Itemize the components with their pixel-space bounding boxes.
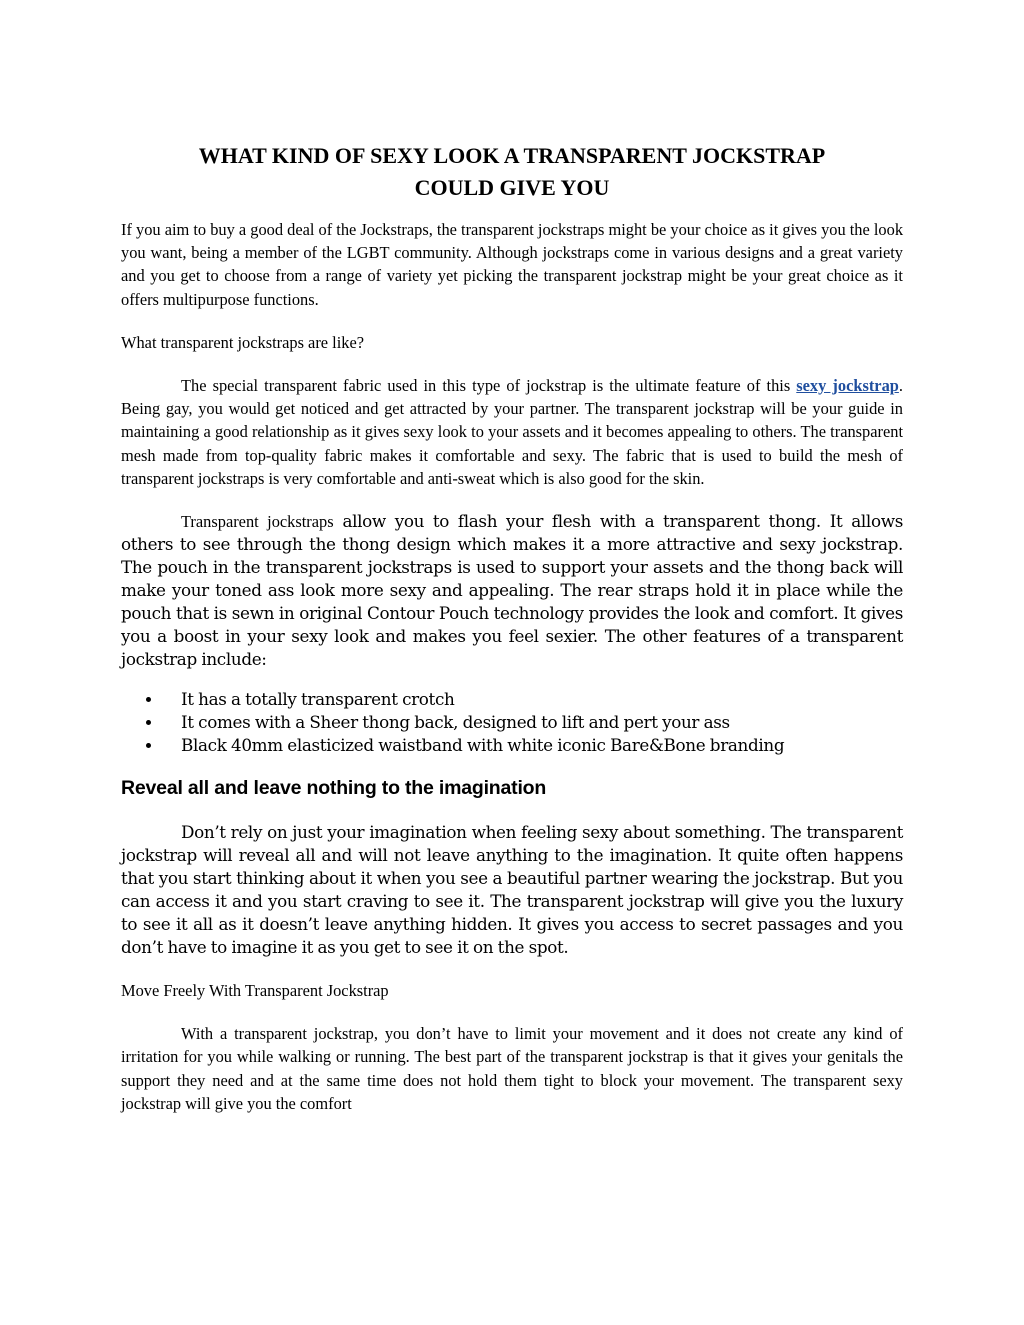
list-item (121, 711, 903, 734)
document-title (121, 140, 903, 204)
bullet-icon (146, 697, 151, 702)
title-line-1: WHAT KIND OF SEXY LOOK A TRANSPARENT JOCKSTRAP (198, 143, 826, 168)
paragraph-flash-text: allow you to flash your flesh with a transparent thong. It allows others to see through the thong design which makes it a more attractive and sexy jockstrap. The pouch in the transparent jockstraps is used to support your assets and the thong back will make your toned ass look more sexy and appealing. The rear straps hold it in place while the pouch that is sewn in original Contour Pouch technology provides the look and comfort. It gives you a boost in your sexy look and makes you feel sexier. The other features of a transparent jockstrap include: (121, 511, 903, 670)
list-item-text: It has a totally transparent crotch (181, 689, 455, 710)
paragraph-fabric-text-1: The special transparent fabric used in this type of jockstrap is the ultimate feature of this (181, 376, 797, 396)
subheading-move-freely: Move Freely With Transparent Jockstrap (121, 981, 389, 1001)
intro-paragraph: If you aim to buy a good deal of the Jockstraps, the transparent jockstraps might be your choice as it gives you the look you want, being a member of the LGBT community. Although jockstraps come in various designs and a great variety and you get to choose from a range of variety yet picking the transparent jockstrap might be your great choice as it offers multipurpose functions. (121, 220, 904, 309)
paragraph-fabric (121, 374, 903, 490)
paragraph-move-freely: With a transparent jockstrap, you don’t have to limit your movement and it does not create any kind of irritation for you while walking or running. The best part of the transparent jockstrap is that it gives your genitals the support they need and at the same time does not hold them tight to block your movement. The transparent sexy jockstrap will give you the comfort (121, 1024, 903, 1113)
bullet-icon (146, 720, 151, 725)
list-item (121, 734, 903, 757)
paragraph-flash (121, 510, 903, 671)
paragraph-flash-lead: Transparent jockstraps (181, 512, 334, 532)
list-item-text: Black 40mm elasticized waistband with white iconic Bare&Bone branding (181, 735, 785, 756)
title-line-2: COULD GIVE YOU (414, 175, 610, 200)
list-item-text: It comes with a Sheer thong back, designed to lift and pert your ass (181, 712, 730, 733)
list-item (121, 688, 903, 711)
paragraph-fabric-text-2: . Being gay, you would get noticed and get attracted by your partner. The transparent jockstrap will be your guide in maintaining a good relationship as it gives sexy look to your assets and it becomes appealing to others. The transparent mesh made from top-quality fabric makes it comfortable and sexy. The fabric that is used to build the mesh of transparent jockstraps is very comfortable and anti-sweat which is also good for the skin. (121, 376, 903, 488)
heading-reveal: Reveal all and leave nothing to the imagination (121, 777, 547, 800)
sexy-jockstrap-link[interactable]: sexy jockstrap (796, 376, 899, 396)
subheading-what-like: What transparent jockstraps are like? (121, 332, 365, 352)
paragraph-reveal: Don’t rely on just your imagination when feeling sexy about something. The transparent jockstrap will reveal all and will not leave anything to the imagination. It quite often happens that you start thinking about it when you see a beautiful partner wearing the jockstrap. But you can access it and you start craving to see it. The transparent jockstrap will give you the luxury to see it all as it doesn’t leave anything hidden. It gives you access to secret passages and you don’t have to imagine it as you get to see it on the spot. (121, 822, 903, 958)
bullet-icon (146, 743, 151, 748)
document-page (121, 140, 903, 1115)
features-list (121, 688, 903, 757)
